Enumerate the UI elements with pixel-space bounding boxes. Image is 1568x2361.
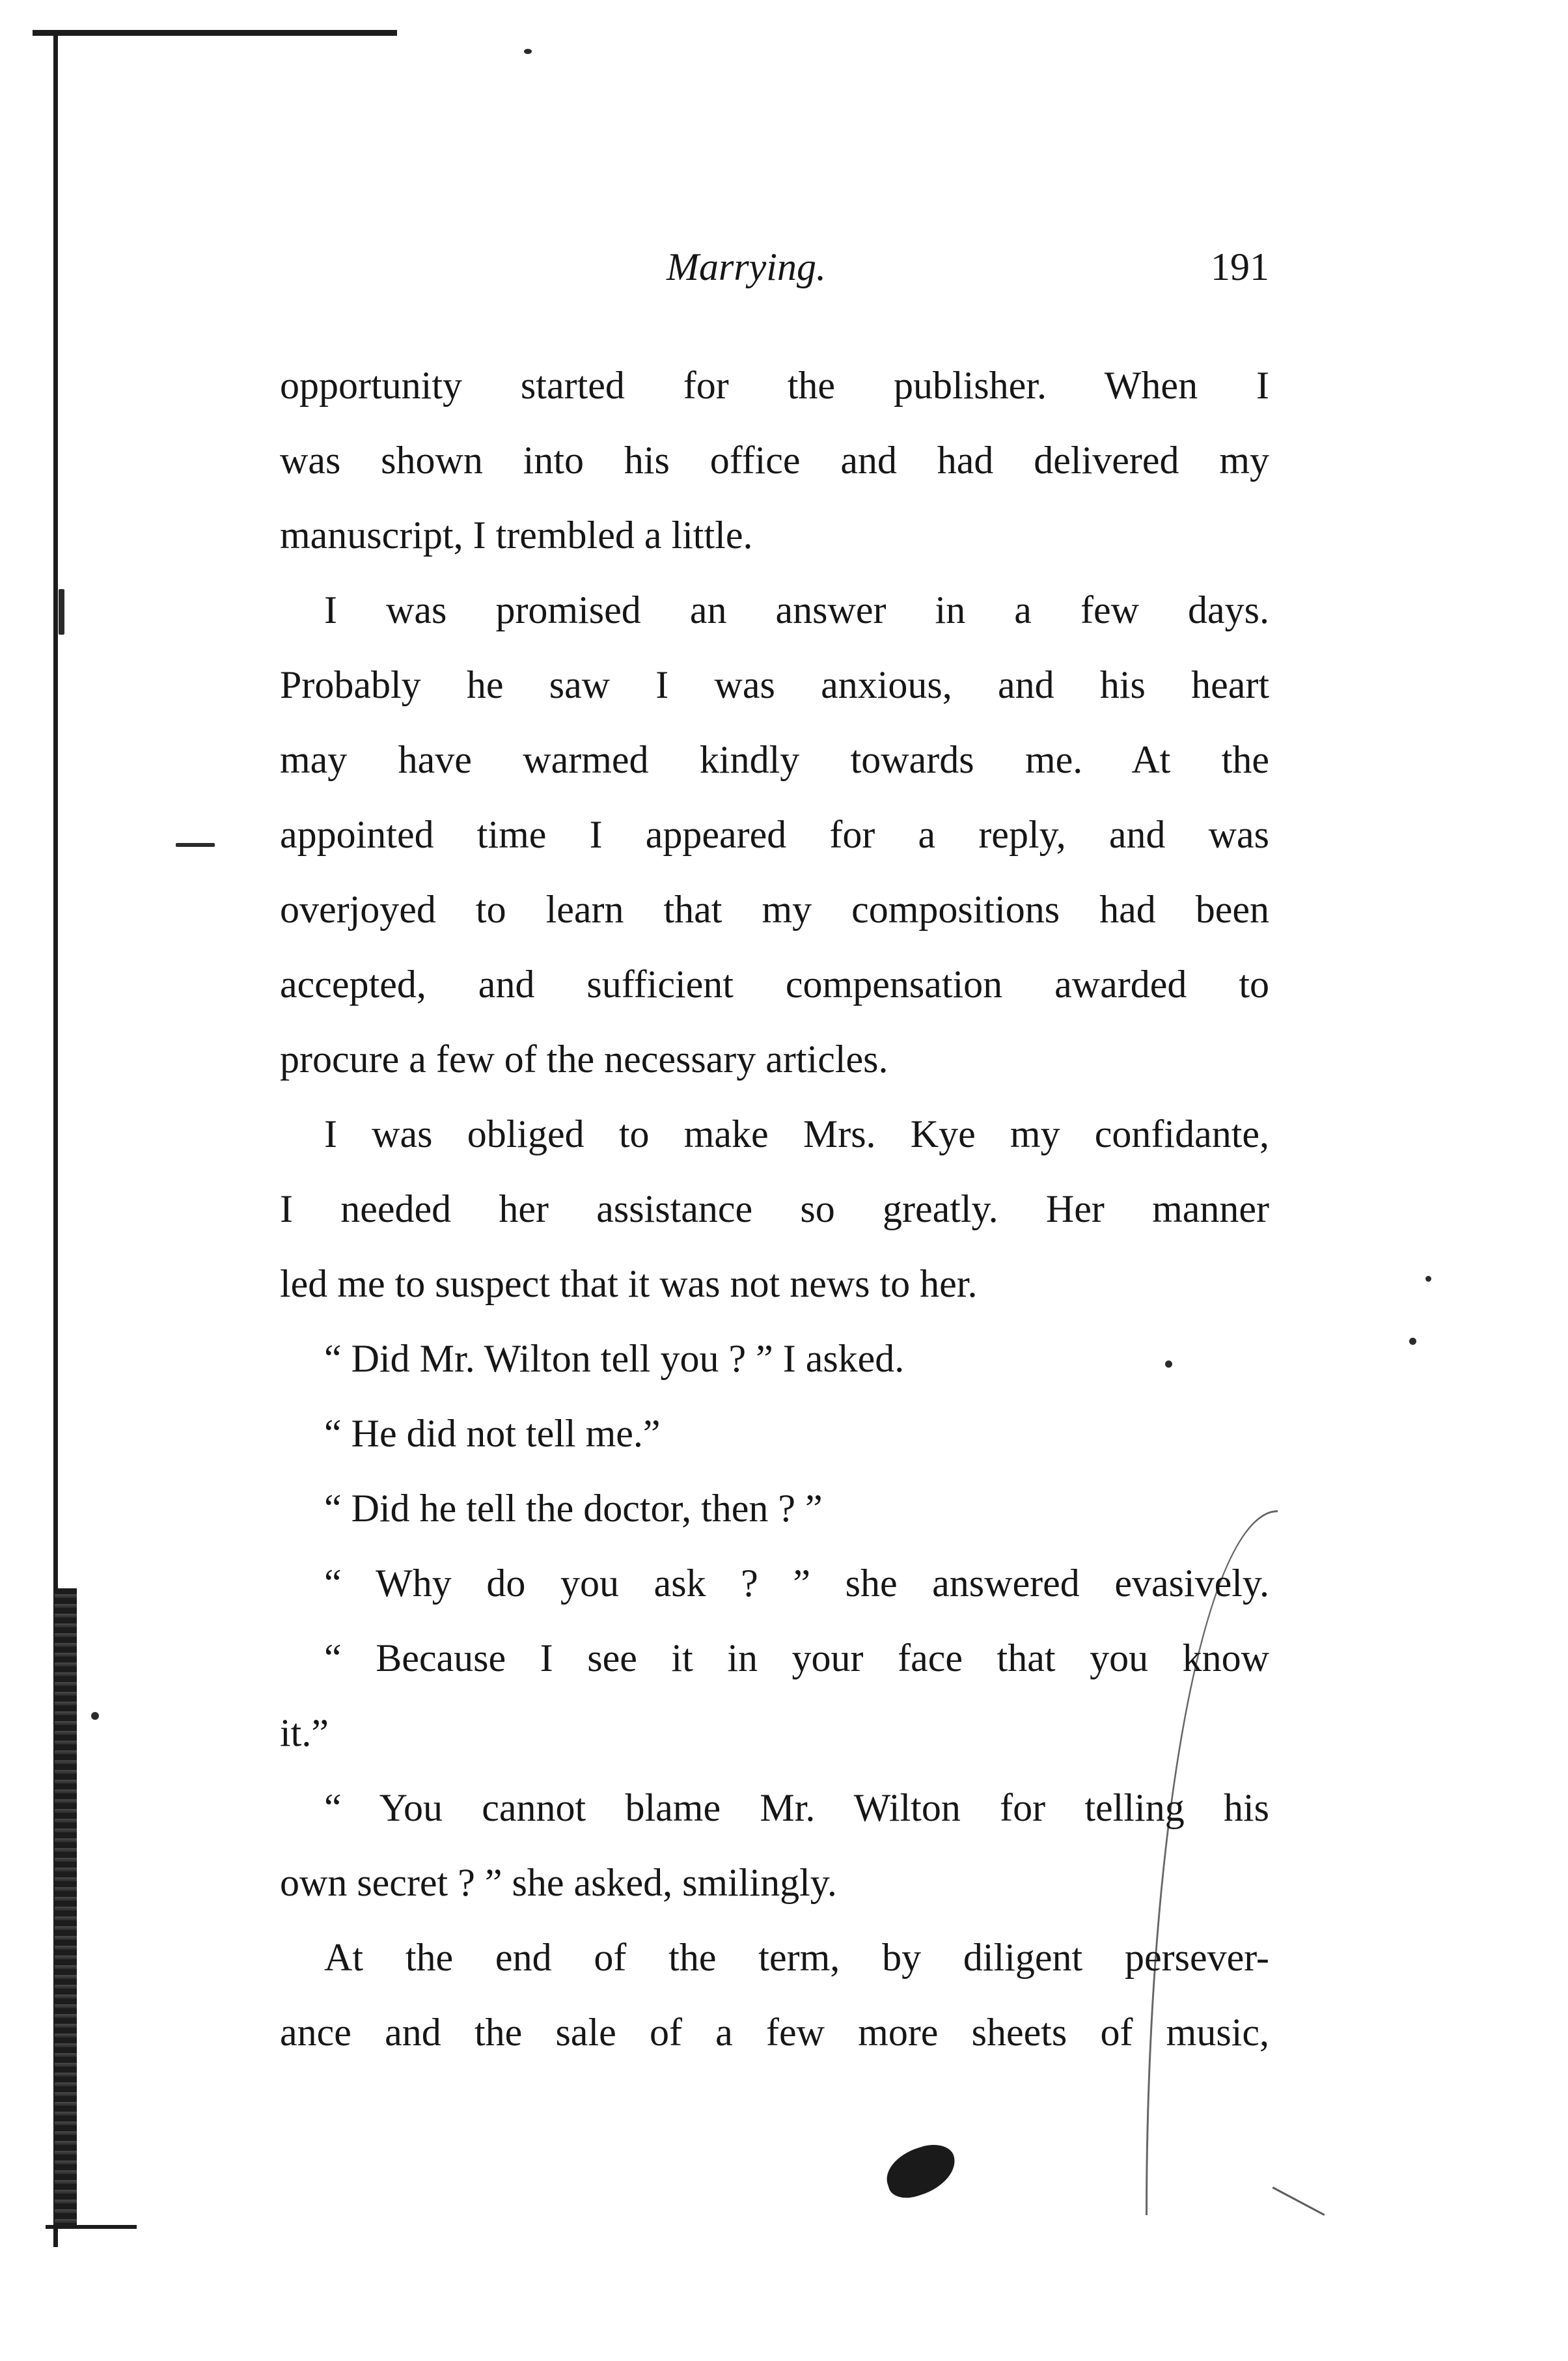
- text-line: own secret ? ” she asked, smilingly.: [280, 1861, 837, 1904]
- text-line: “ Because I see it in your face that you know: [324, 1636, 1269, 1679]
- running-head: [280, 238, 1269, 296]
- text-line: opportunity started for the publisher. When I: [280, 364, 1269, 407]
- text-line: I was obliged to make Mrs. Kye my confidante,: [324, 1112, 1269, 1155]
- text-line: I was promised an answer in a few days.: [324, 588, 1269, 631]
- text-line: I needed her assistance so greatly. Her manner: [280, 1187, 1269, 1230]
- text-line: “ Did he tell the doctor, then ? ”: [324, 1487, 823, 1530]
- scan-speck: [1425, 1276, 1431, 1282]
- ink-blot: [880, 2138, 962, 2204]
- scan-rule-bottom: [46, 2225, 137, 2229]
- body-text: [280, 348, 1269, 2070]
- text-line: was shown into his office and had delivered my: [280, 439, 1269, 482]
- text-line: “ Why do you ask ? ” she answered evasively.: [324, 1562, 1269, 1605]
- pencil-mark: [1272, 2187, 1325, 2216]
- text-line: At the end of the term, by diligent persever-: [324, 1936, 1269, 1979]
- scan-speck: [176, 843, 215, 847]
- text-line: Probably he saw I was anxious, and his heart: [280, 663, 1269, 706]
- scan-speck: [91, 1712, 99, 1720]
- running-title: Marrying.: [667, 245, 826, 288]
- scan-speck: [59, 589, 64, 635]
- scan-speck: [524, 49, 532, 54]
- text-line: overjoyed to learn that my compositions had been: [280, 888, 1269, 931]
- text-line: procure a few of the necessary articles.: [280, 1038, 888, 1081]
- text-line: may have warmed kindly towards me. At the: [280, 738, 1269, 781]
- text-line: ance and the sale of a few more sheets of music,: [280, 2011, 1269, 2054]
- text-line: accepted, and sufficient compensation awarded to: [280, 963, 1269, 1006]
- text-line: it.”: [280, 1711, 329, 1754]
- text-line: “ He did not tell me.”: [324, 1412, 661, 1455]
- text-line: “ You cannot blame Mr. Wilton for telling his: [324, 1786, 1269, 1829]
- scan-binding-edge: [55, 1588, 77, 2226]
- scan-speck: [1409, 1338, 1416, 1345]
- text-line: “ Did Mr. Wilton tell you ? ” I asked.: [324, 1337, 905, 1380]
- text-line: manuscript, I trembled a little.: [280, 514, 753, 557]
- text-line: led me to suspect that it was not news to her.: [280, 1262, 978, 1305]
- text-line: appointed time I appeared for a reply, and was: [280, 813, 1269, 856]
- page-number: 191: [1211, 245, 1269, 288]
- scan-rule-top: [33, 30, 397, 36]
